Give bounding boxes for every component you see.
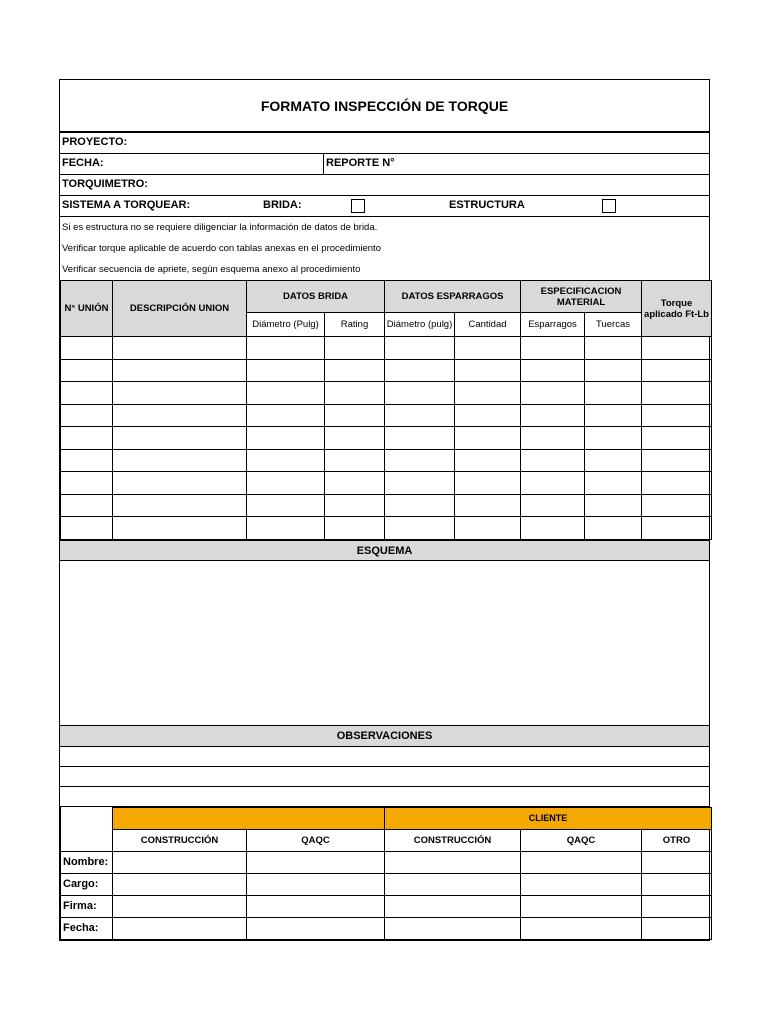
- table-cell[interactable]: [642, 404, 712, 427]
- table-cell[interactable]: [585, 472, 642, 495]
- note-3: Verificar secuencia de apriete, según esquema anexo al procedimiento: [62, 264, 361, 275]
- table-cell[interactable]: [325, 382, 385, 405]
- signature-cell[interactable]: [642, 851, 712, 873]
- signature-cell[interactable]: [247, 895, 385, 917]
- table-cell[interactable]: [642, 494, 712, 517]
- signature-cell[interactable]: [247, 917, 385, 939]
- note-2: Verificar torque aplicable de acuerdo con tablas anexas en el procedimiento: [62, 243, 381, 254]
- signature-row: [61, 917, 712, 939]
- table-cell[interactable]: [642, 449, 712, 472]
- table-cell[interactable]: [642, 337, 712, 360]
- otro-header: OTRO: [642, 829, 712, 851]
- brida-label: BRIDA:: [263, 199, 302, 211]
- table-row: [61, 382, 712, 405]
- signature-cell[interactable]: [385, 873, 521, 895]
- estructura-checkbox[interactable]: [602, 199, 616, 213]
- signature-cell[interactable]: [113, 917, 247, 939]
- table-cell[interactable]: [61, 427, 113, 450]
- observaciones-line[interactable]: [60, 747, 709, 767]
- table-cell[interactable]: [521, 517, 585, 540]
- table-cell[interactable]: [113, 494, 247, 517]
- sig-corner: [61, 807, 113, 829]
- construccion-header-1: CONSTRUCCIÓN: [113, 829, 247, 851]
- group-esparragos-header: DATOS ESPARRAGOS: [385, 281, 521, 313]
- table-cell[interactable]: [325, 337, 385, 360]
- signature-cell[interactable]: [247, 851, 385, 873]
- reporte-label: REPORTE N°: [326, 157, 395, 169]
- table-cell[interactable]: [325, 472, 385, 495]
- sub-cantidad: Cantidad: [455, 313, 521, 337]
- table-cell[interactable]: [455, 449, 521, 472]
- table-cell[interactable]: [113, 449, 247, 472]
- table-cell[interactable]: [385, 427, 455, 450]
- torquimetro-row: [60, 175, 709, 196]
- table-cell[interactable]: [247, 517, 325, 540]
- table-cell[interactable]: [61, 472, 113, 495]
- signature-row: [61, 851, 712, 873]
- signature-row: [61, 895, 712, 917]
- construccion-header-2: CONSTRUCCIÓN: [385, 829, 521, 851]
- signature-cell[interactable]: [642, 873, 712, 895]
- observaciones-line[interactable]: [60, 787, 709, 807]
- signature-cell[interactable]: [521, 873, 642, 895]
- torque-table: [60, 280, 712, 540]
- signature-cell[interactable]: [642, 895, 712, 917]
- table-cell[interactable]: [521, 382, 585, 405]
- table-cell[interactable]: [585, 337, 642, 360]
- signature-cell[interactable]: [642, 917, 712, 939]
- table-row: [61, 517, 712, 540]
- table-cell[interactable]: [642, 427, 712, 450]
- table-cell[interactable]: [325, 449, 385, 472]
- table-cell[interactable]: [247, 359, 325, 382]
- esquema-area[interactable]: [60, 561, 709, 726]
- table-cell[interactable]: [455, 472, 521, 495]
- table-cell[interactable]: [247, 337, 325, 360]
- signature-cell[interactable]: [385, 851, 521, 873]
- table-cell[interactable]: [385, 449, 455, 472]
- sub-rating: Rating: [325, 313, 385, 337]
- table-cell[interactable]: [455, 427, 521, 450]
- table-row: [61, 449, 712, 472]
- table-cell[interactable]: [247, 404, 325, 427]
- signature-cell[interactable]: [521, 895, 642, 917]
- table-cell[interactable]: [585, 359, 642, 382]
- table-cell[interactable]: [325, 427, 385, 450]
- table-cell[interactable]: [585, 427, 642, 450]
- table-cell[interactable]: [385, 517, 455, 540]
- table-cell[interactable]: [113, 359, 247, 382]
- table-cell[interactable]: [385, 359, 455, 382]
- table-cell[interactable]: [61, 494, 113, 517]
- table-cell[interactable]: [642, 382, 712, 405]
- signature-row-label: Cargo:: [61, 873, 113, 895]
- torque-inspection-form: [59, 79, 710, 941]
- table-cell[interactable]: [455, 494, 521, 517]
- table-cell[interactable]: [385, 337, 455, 360]
- signature-cell[interactable]: [247, 873, 385, 895]
- signature-body: [61, 851, 712, 939]
- table-cell[interactable]: [61, 404, 113, 427]
- table-cell[interactable]: [585, 449, 642, 472]
- group-material-header: ESPECIFICACION MATERIAL: [521, 281, 642, 313]
- signature-cell[interactable]: [113, 873, 247, 895]
- table-cell[interactable]: [113, 404, 247, 427]
- sistema-row: [60, 196, 709, 217]
- table-cell[interactable]: [325, 404, 385, 427]
- form-title: FORMATO INSPECCIÓN DE TORQUE: [60, 80, 709, 133]
- table-cell[interactable]: [247, 382, 325, 405]
- table-cell[interactable]: [521, 472, 585, 495]
- col-descripcion-header: DESCRIPCIÓN UNION: [113, 281, 247, 337]
- table-cell[interactable]: [61, 382, 113, 405]
- table-cell[interactable]: [113, 472, 247, 495]
- signature-cell[interactable]: [521, 851, 642, 873]
- table-cell[interactable]: [247, 449, 325, 472]
- table-cell[interactable]: [61, 359, 113, 382]
- estructura-label: ESTRUCTURA: [449, 199, 525, 211]
- sistema-label: SISTEMA A TORQUEAR:: [62, 199, 191, 211]
- qaqc-header-2: QAQC: [521, 829, 642, 851]
- table-cell[interactable]: [455, 517, 521, 540]
- table-cell[interactable]: [455, 359, 521, 382]
- signature-table: [60, 807, 712, 940]
- table-cell[interactable]: [113, 382, 247, 405]
- fecha-row: [60, 154, 709, 175]
- table-row: [61, 472, 712, 495]
- table-cell[interactable]: [385, 472, 455, 495]
- table-cell[interactable]: [61, 337, 113, 360]
- fecha-label: FECHA:: [62, 157, 104, 169]
- table-row: [61, 337, 712, 360]
- table-cell[interactable]: [585, 494, 642, 517]
- note-1: Si es estructura no se requiere diligenciar la información de datos de brida.: [62, 222, 378, 233]
- proyecto-row: [60, 133, 709, 154]
- esquema-header: ESQUEMA: [60, 540, 709, 561]
- table-cell[interactable]: [247, 494, 325, 517]
- table-cell[interactable]: [113, 427, 247, 450]
- table-cell[interactable]: [642, 517, 712, 540]
- table-cell[interactable]: [385, 494, 455, 517]
- table-row: [61, 359, 712, 382]
- signature-row-label: Fecha:: [61, 917, 113, 939]
- table-cell[interactable]: [455, 337, 521, 360]
- table-cell[interactable]: [247, 427, 325, 450]
- proyecto-label: PROYECTO:: [62, 136, 128, 148]
- signature-cell[interactable]: [521, 917, 642, 939]
- table-row: [61, 404, 712, 427]
- sub-diametro-esp: Diámetro (pulg): [385, 313, 455, 337]
- table-cell[interactable]: [521, 494, 585, 517]
- table-cell[interactable]: [113, 337, 247, 360]
- observaciones-line[interactable]: [60, 767, 709, 787]
- table-cell[interactable]: [585, 382, 642, 405]
- table-cell[interactable]: [455, 382, 521, 405]
- table-cell[interactable]: [642, 359, 712, 382]
- table-cell[interactable]: [585, 404, 642, 427]
- table-cell[interactable]: [61, 449, 113, 472]
- table-cell[interactable]: [521, 449, 585, 472]
- table-cell[interactable]: [521, 404, 585, 427]
- signature-cell[interactable]: [113, 851, 247, 873]
- fecha-divider: [323, 154, 324, 174]
- table-cell[interactable]: [113, 517, 247, 540]
- signature-cell[interactable]: [385, 895, 521, 917]
- col-union-header: N° UNIÓN: [61, 281, 113, 337]
- table-row: [61, 427, 712, 450]
- col-torque-header: Torque aplicado Ft-Lb: [642, 281, 712, 337]
- table-cell[interactable]: [455, 404, 521, 427]
- sub-tuercas: Tuercas: [585, 313, 642, 337]
- group-brida-header: DATOS BRIDA: [247, 281, 385, 313]
- sub-diametro-brida: Diámetro (Pulg): [247, 313, 325, 337]
- table-body: [61, 337, 712, 540]
- signature-cell[interactable]: [385, 917, 521, 939]
- signature-row-label: Nombre:: [61, 851, 113, 873]
- orange-band: [113, 807, 385, 829]
- table-cell[interactable]: [521, 427, 585, 450]
- table-cell[interactable]: [247, 472, 325, 495]
- sig-corner-lower: [61, 829, 113, 851]
- table-cell[interactable]: [642, 472, 712, 495]
- signature-cell[interactable]: [113, 895, 247, 917]
- brida-checkbox[interactable]: [351, 199, 365, 213]
- signature-row-label: Firma:: [61, 895, 113, 917]
- sub-esparragos: Esparragos: [521, 313, 585, 337]
- table-cell[interactable]: [385, 404, 455, 427]
- table-cell[interactable]: [325, 517, 385, 540]
- table-cell[interactable]: [325, 359, 385, 382]
- table-cell[interactable]: [325, 494, 385, 517]
- cliente-header: CLIENTE: [385, 807, 712, 829]
- table-cell[interactable]: [61, 517, 113, 540]
- table-cell[interactable]: [521, 359, 585, 382]
- table-cell[interactable]: [385, 382, 455, 405]
- observaciones-header: OBSERVACIONES: [60, 726, 709, 747]
- table-cell[interactable]: [585, 517, 642, 540]
- table-row: [61, 494, 712, 517]
- signature-row: [61, 873, 712, 895]
- torquimetro-label: TORQUIMETRO:: [62, 178, 148, 190]
- qaqc-header-1: QAQC: [247, 829, 385, 851]
- table-cell[interactable]: [521, 337, 585, 360]
